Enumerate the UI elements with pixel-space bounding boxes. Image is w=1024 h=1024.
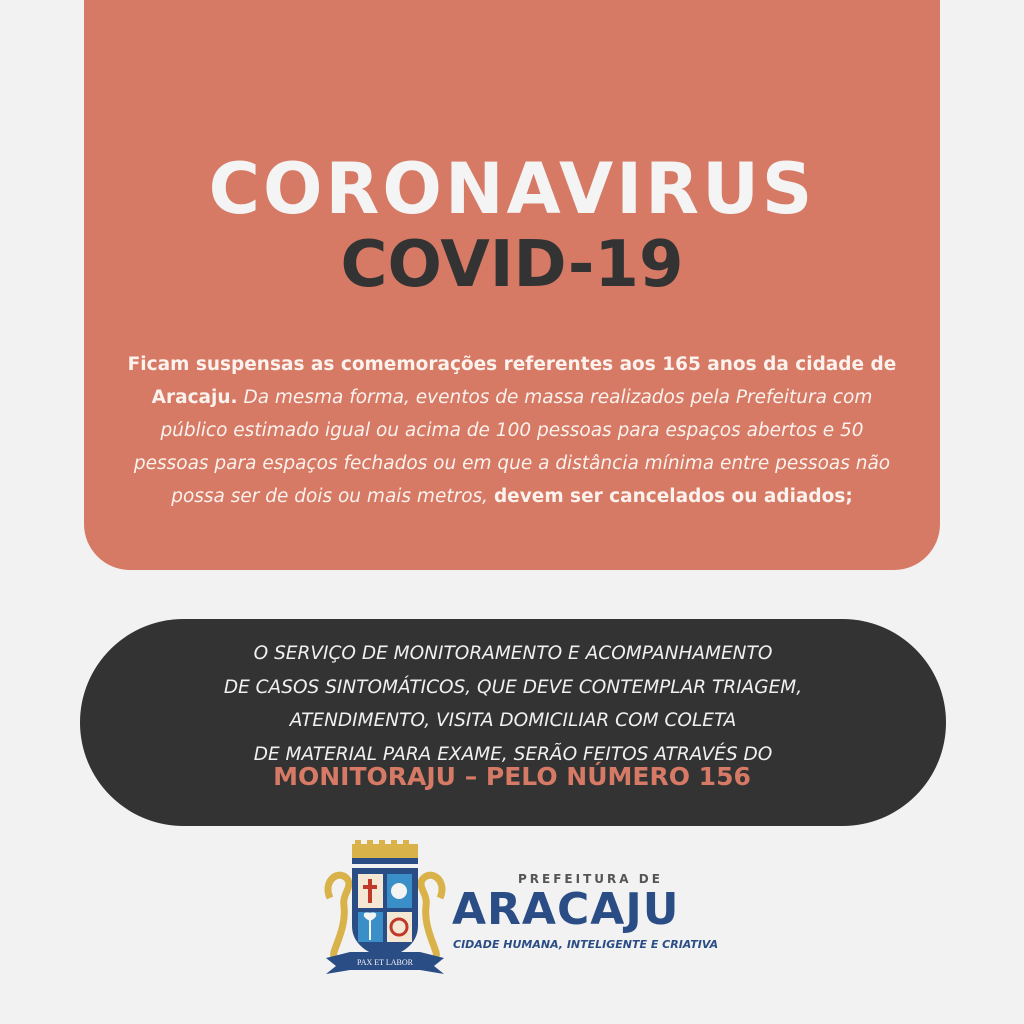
notice-part-3: devem ser cancelados ou adiados; bbox=[493, 486, 853, 507]
coat-of-arms-icon bbox=[322, 840, 448, 978]
monitoring-line: ATENDIMENTO, VISITA DOMICILIAR COM COLETA bbox=[289, 710, 737, 731]
monitoring-line: DE MATERIAL PARA EXAME, SERÃO FEITOS ATRAVÉS DO bbox=[253, 743, 773, 765]
logo-tagline: CIDADE HUMANA, INTELIGENTE E CRIATIVA bbox=[453, 938, 719, 951]
page-subtitle: COVID-19 bbox=[340, 228, 684, 302]
monitoring-line: O SERVIÇO DE MONITORAMENTO E ACOMPANHAMENTO bbox=[253, 643, 773, 664]
monitoring-highlight: MONITORAJU – PELO NÚMERO 156 bbox=[273, 762, 751, 791]
prefeitura-logo bbox=[322, 840, 719, 980]
crest-motto: PAX ET LABOR bbox=[356, 958, 414, 967]
notice-card bbox=[84, 0, 940, 570]
page-title: CORONAVIRUS bbox=[208, 148, 816, 230]
notice-part-2: Da mesma forma, eventos de massa realizados pela Prefeitura com público estimado igual ou acima de 100 pessoas para espaços abertos e 50 pessoas para espaços fechados ou em que a distância mínima entre pessoas não possa ser de dois ou mais metros, bbox=[133, 387, 891, 507]
logo-prefix: PREFEITURA DE bbox=[518, 872, 663, 886]
notice-text bbox=[124, 348, 900, 513]
logo-name: ARACAJU bbox=[452, 884, 680, 935]
notice-part-1: Ficam suspensas as comemorações referentes aos 165 anos da cidade de Aracaju. bbox=[127, 354, 897, 408]
monitoring-banner bbox=[80, 619, 946, 826]
monitoring-text bbox=[80, 637, 946, 771]
monitoring-line: DE CASOS SINTOMÁTICOS, QUE DEVE CONTEMPLAR TRIAGEM, bbox=[223, 676, 803, 698]
